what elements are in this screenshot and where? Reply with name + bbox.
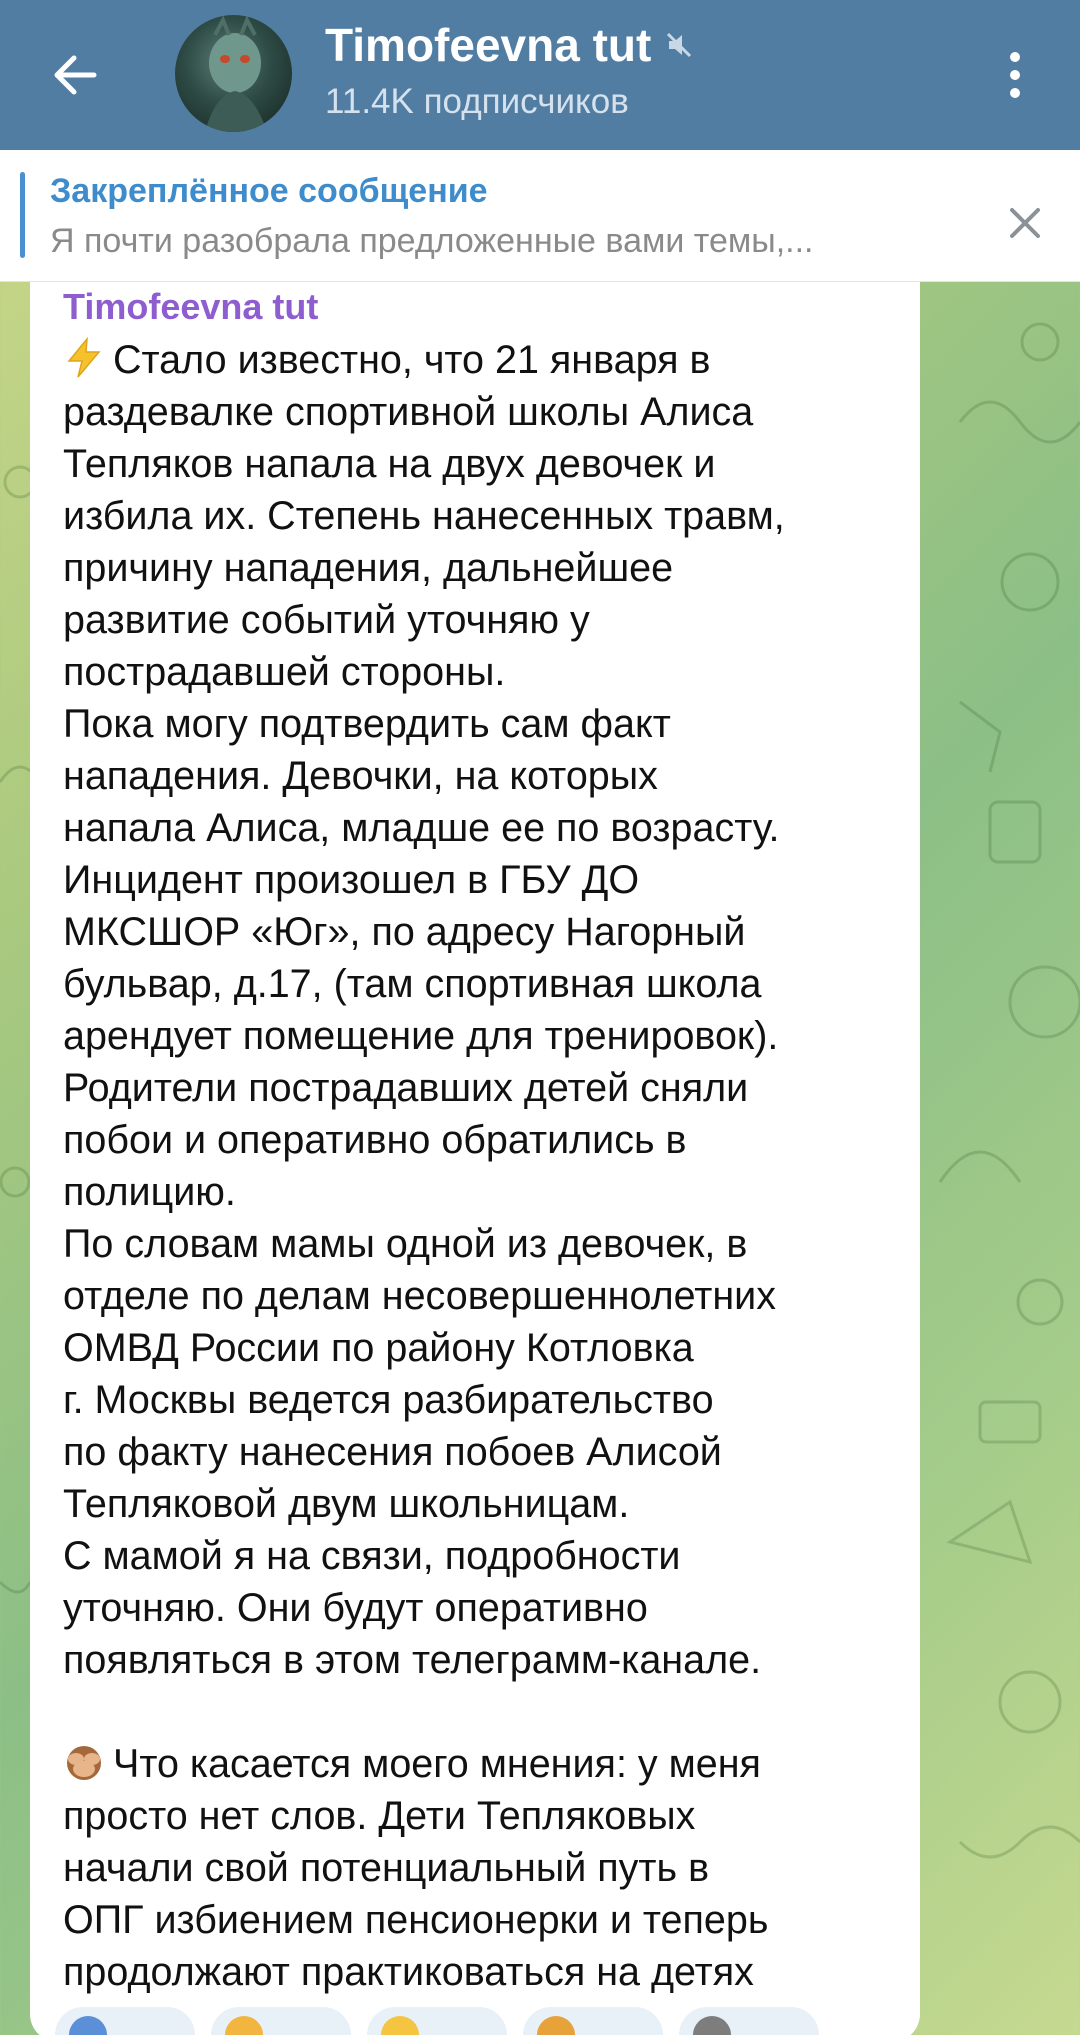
close-icon <box>1008 206 1042 240</box>
message-line <box>63 1166 913 1218</box>
message-line <box>63 1842 913 1894</box>
message-line-text: МКСШОР «Юг», по адресу Нагорный <box>63 910 746 954</box>
chat-header <box>0 0 1080 150</box>
message-line <box>63 854 913 906</box>
message-line <box>63 542 913 594</box>
channel-title[interactable] <box>325 18 693 72</box>
back-arrow-icon <box>50 50 100 100</box>
message-line <box>63 1582 913 1634</box>
message-line <box>63 1270 913 1322</box>
message-line <box>63 1790 913 1842</box>
avatar-image <box>175 15 292 132</box>
message-line-text: начали свой потенциальный путь в <box>63 1846 710 1890</box>
message-line <box>63 1218 913 1270</box>
reaction-chip[interactable] <box>523 2007 663 2035</box>
reactions-row <box>55 2007 819 2035</box>
message-line <box>63 1062 913 1114</box>
message-line <box>63 334 913 386</box>
see-no-evil-monkey-emoji <box>63 1741 105 1783</box>
message-line <box>63 1322 913 1374</box>
party-popper-emoji <box>537 2016 575 2035</box>
message-line-text: Стало известно, что 21 января в <box>113 338 711 382</box>
message-line <box>63 906 913 958</box>
message-line-text: появляться в этом телеграмм-канале. <box>63 1638 762 1682</box>
pinned-title: Закреплённое сообщение <box>50 172 488 210</box>
message-line-text: Родители пострадавших детей сняли <box>63 1066 749 1110</box>
reaction-chip[interactable] <box>55 2007 195 2035</box>
reaction-chip[interactable] <box>679 2007 819 2035</box>
message-line-text: арендует помещение для тренировок). <box>63 1014 779 1058</box>
message-line-text: просто нет слов. Дети Тепляковых <box>63 1794 696 1838</box>
message-line-text: полицию. <box>63 1170 236 1214</box>
shocked-face-emoji <box>381 2016 419 2035</box>
message-line-text: нападения. Девочки, на которых <box>63 754 658 798</box>
moai-emoji <box>693 2016 731 2035</box>
message-line <box>63 1114 913 1166</box>
unpin-close-button[interactable] <box>995 193 1055 253</box>
message-line-text: Тепляков напала на двух девочек и <box>63 442 716 486</box>
message-line <box>63 1946 913 1998</box>
channel-avatar[interactable] <box>175 15 292 132</box>
message-line <box>63 750 913 802</box>
message-line <box>63 490 913 542</box>
sad-face-emoji <box>69 2016 107 2035</box>
message-line-text: напала Алиса, младше ее по возрасту. <box>63 806 780 850</box>
message-line-text: развитие событий уточняю у <box>63 598 590 642</box>
message-line <box>63 1426 913 1478</box>
message-line-text: уточняю. Они будут оперативно <box>63 1586 648 1630</box>
back-button[interactable] <box>40 40 110 110</box>
message-text <box>63 334 913 1998</box>
message-line <box>63 802 913 854</box>
message-line-text: пострадавшей стороны. <box>63 650 506 694</box>
message-line-text: Пока могу подтвердить сам факт <box>63 702 671 746</box>
reaction-chip[interactable] <box>211 2007 351 2035</box>
message-line-text: причину нападения, дальнейшее <box>63 546 674 590</box>
message-line-text: С мамой я на связи, подробности <box>63 1534 681 1578</box>
message-line <box>63 1738 913 1790</box>
message-line <box>63 1634 913 1686</box>
message-line-text: Что касается моего мнения: у меня <box>113 1742 761 1786</box>
message-line-text: продолжают практиковаться на детях <box>63 1950 754 1994</box>
message-line <box>63 1894 913 1946</box>
message-line <box>63 1374 913 1426</box>
message-line <box>63 1478 913 1530</box>
lightning-emoji <box>63 337 105 379</box>
message-line <box>63 958 913 1010</box>
message-line-text: Тепляковой двум школьницам. <box>63 1482 630 1526</box>
channel-name: Timofeevna tut <box>325 19 652 71</box>
message-line <box>63 386 913 438</box>
message-bubble[interactable] <box>30 282 920 2035</box>
subscriber-count: 11.4K подписчиков <box>325 82 629 121</box>
pinned-preview-text: Я почти разобрала предложенные вами темы,... <box>50 222 814 260</box>
message-line-text: избила их. Степень нанесенных травм, <box>63 494 785 538</box>
message-line-text: Инцидент произошел в ГБУ ДО <box>63 858 640 902</box>
reaction-chip[interactable] <box>367 2007 507 2035</box>
message-line-text: ОПГ избиением пенсионерки и теперь <box>63 1898 769 1942</box>
message-author[interactable]: Timofeevna tut <box>63 286 319 327</box>
message-line-text: по факту нанесения побоев Алисой <box>63 1430 722 1474</box>
message-line <box>63 646 913 698</box>
more-vertical-icon <box>1010 52 1020 62</box>
muted-speaker-icon <box>665 31 693 59</box>
message-line <box>63 1530 913 1582</box>
pinned-message-bar[interactable] <box>0 150 1080 282</box>
message-line-text: г. Москвы ведется разбирательство <box>63 1378 714 1422</box>
message-line <box>63 1010 913 1062</box>
message-line-text: отделе по делам несовершеннолетних <box>63 1274 776 1318</box>
message-line-text <box>63 1690 74 1734</box>
thumbs-up-emoji <box>225 2016 263 2035</box>
message-line <box>63 594 913 646</box>
more-options-button[interactable] <box>990 40 1040 110</box>
message-line-text: По словам мамы одной из девочек, в <box>63 1222 748 1266</box>
message-line-text: раздевалке спортивной школы Алиса <box>63 390 754 434</box>
message-line-text: бульвар, д.17, (там спортивная школа <box>63 962 762 1006</box>
message-line <box>63 438 913 490</box>
pinned-accent-line <box>20 172 25 258</box>
message-line-text: ОМВД России по району Котловка <box>63 1326 694 1370</box>
message-line <box>63 1686 913 1738</box>
message-line <box>63 698 913 750</box>
message-line-text: побои и оперативно обратились в <box>63 1118 687 1162</box>
